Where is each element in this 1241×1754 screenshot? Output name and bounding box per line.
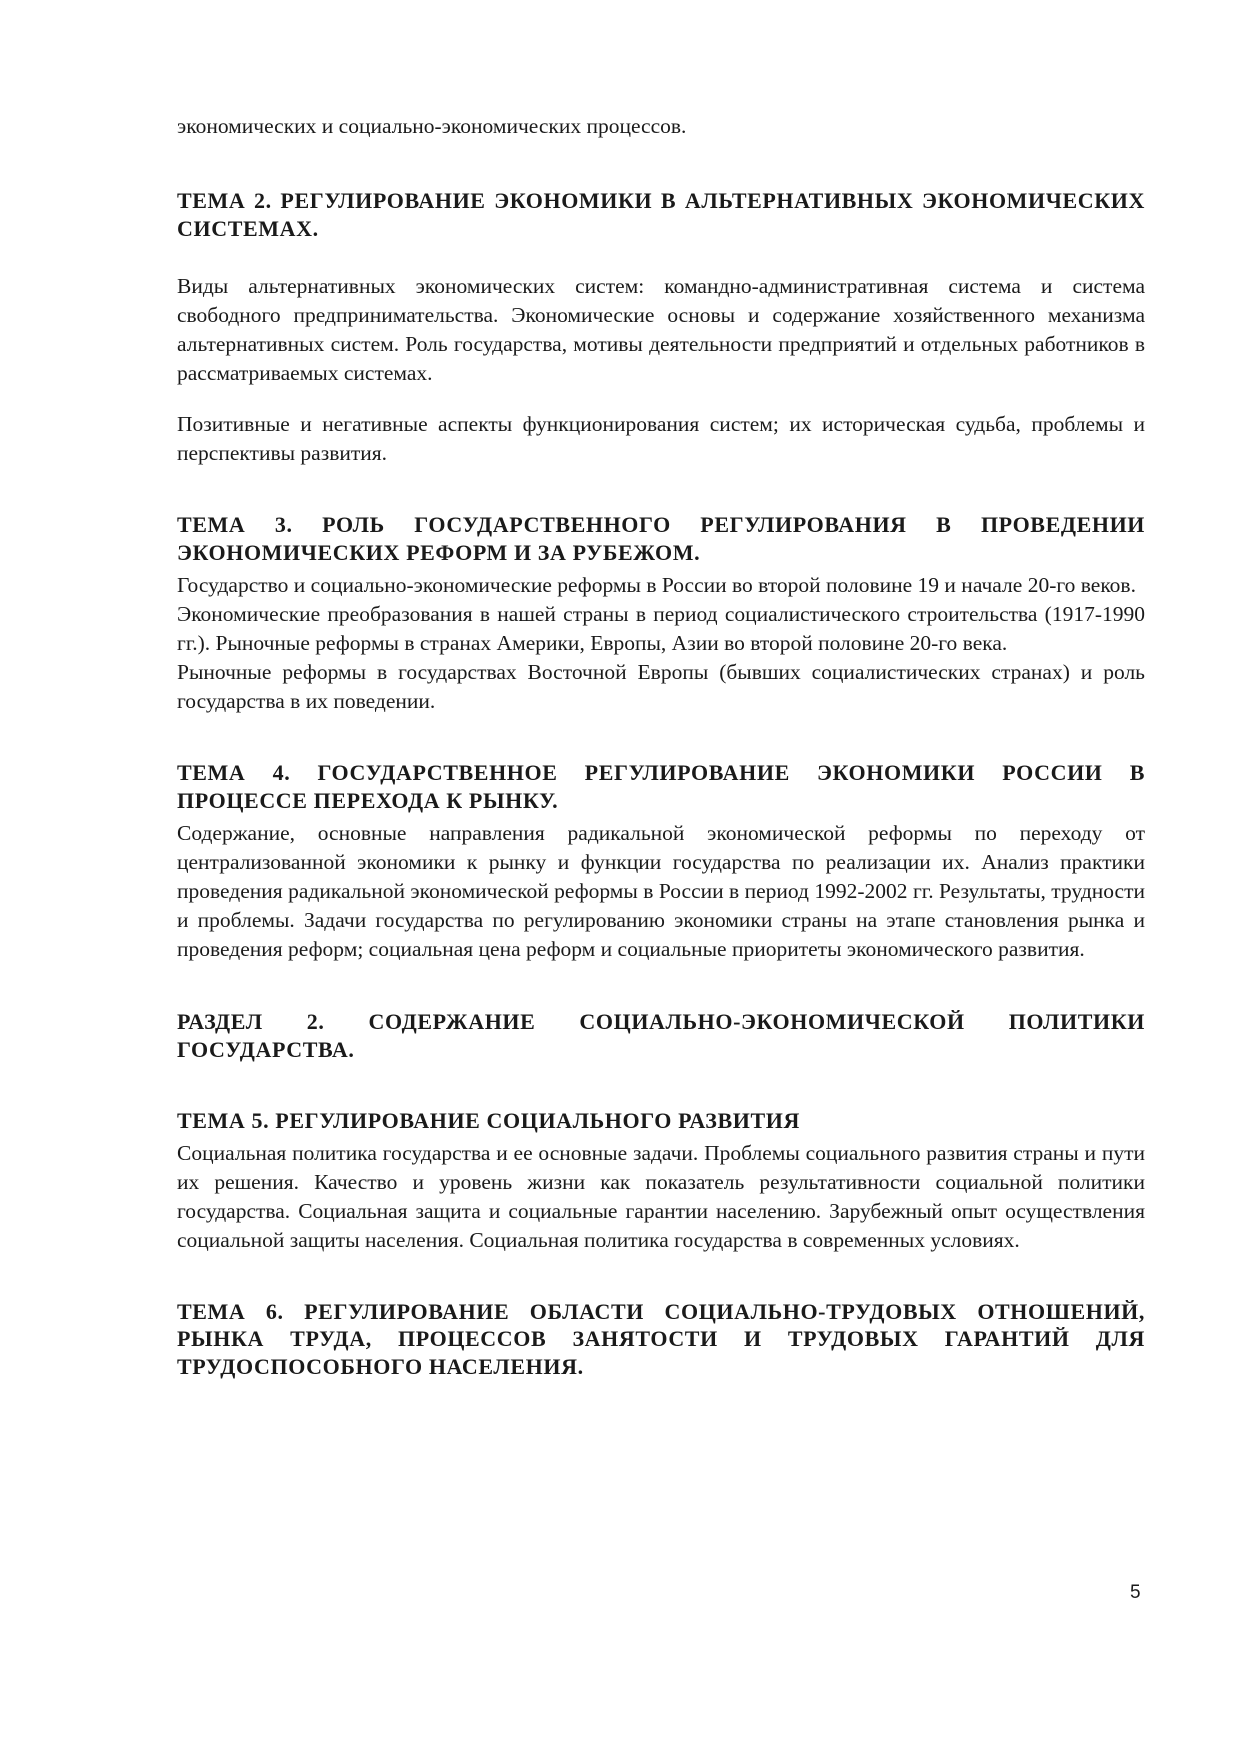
document-page [177,112,1145,1380]
topic-3-paragraph-2: Экономические преобразования в нашей страны в период социалистического строительства (1917-1990 гг.). Рыночные реформы в странах Америки, Европы, Азии во второй половине 20-го века. [177,602,1145,655]
topic-4-heading: ТЕМА 4. ГОСУДАРСТВЕННОЕ РЕГУЛИРОВАНИЕ ЭКОНОМИКИ РОССИИ В ПРОЦЕССЕ ПЕРЕХОДА К РЫНКУ. [177,760,1145,813]
topic-4-paragraph-1: Содержание, основные направления радикальной экономической реформы по переходу от централизованной экономики к рынку и функции государства по реализации их. Анализ практики проведения радикальной экономической реформы в России в период 1992-2002 гг. Результаты, трудности и проблемы. Задачи государства по регулированию экономики страны на этапе становления рынка и проведения реформ; социальная цена реформ и социальные приоритеты экономического развития. [177,821,1145,961]
topic-5-paragraph-1: Социальная политика государства и ее основные задачи. Проблемы социального развития страны и пути их решения. Качество и уровень жизни как показатель результативности социальной политики государства. Социальная защита и социальные гарантии населению. Зарубежный опыт осуществления социальной защиты населения. Социальная политика государства в современных условиях. [177,1140,1145,1252]
topic-3-paragraph-3: Рыночные реформы в государствах Восточной Европы (бывших социалистических странах) и роль государства в их поведении. [177,660,1145,713]
topic-2-paragraph-1: Виды альтернативных экономических систем: командно-административная система и система свободного предпринимательства. Экономические основы и содержание хозяйственного механизма альтернативных систем. Роль государства, мотивы деятельности предприятий и отдельных работников в рассматриваемых системах. [177,274,1145,385]
topic-6-heading: ТЕМА 6. РЕГУЛИРОВАНИЕ ОБЛАСТИ СОЦИАЛЬНО-ТРУДОВЫХ ОТНОШЕНИЙ, РЫНКА ТРУДА, ПРОЦЕССОВ ЗАНЯТОСТИ И ТРУДОВЫХ ГАРАНТИЙ ДЛЯ ТРУДОСПОСОБНОГО НАСЕЛЕНИЯ. [177,1298,1145,1379]
intro-line: экономических и социально-экономических процессов. [177,114,687,138]
topic-2-paragraph-2: Позитивные и негативные аспекты функционирования систем; их историческая судьба, проблемы и перспективы развития. [177,412,1145,465]
topic-3-heading: ТЕМА 3. РОЛЬ ГОСУДАРСТВЕННОГО РЕГУЛИРОВАНИЯ В ПРОВЕДЕНИИ ЭКОНОМИЧЕСКИХ РЕФОРМ И ЗА РУБЕЖОМ. [177,512,1145,565]
topic-2-heading: ТЕМА 2. РЕГУЛИРОВАНИЕ ЭКОНОМИКИ В АЛЬТЕРНАТИВНЫХ ЭКОНОМИЧЕСКИХ СИСТЕМАХ. [177,188,1145,241]
section-2-heading: РАЗДЕЛ 2. СОДЕРЖАНИЕ СОЦИАЛЬНО-ЭКОНОМИЧЕСКОЙ ПОЛИТИКИ ГОСУДАРСТВА. [177,1009,1145,1062]
page-number: 5 [1130,1582,1141,1603]
topic-3-paragraph-1: Государство и социально-экономические реформы в России во второй половине 19 и начале 20-го веков. [177,573,1136,597]
topic-5-heading: ТЕМА 5. РЕГУЛИРОВАНИЕ СОЦИАЛЬНОГО РАЗВИТИЯ [177,1108,800,1133]
